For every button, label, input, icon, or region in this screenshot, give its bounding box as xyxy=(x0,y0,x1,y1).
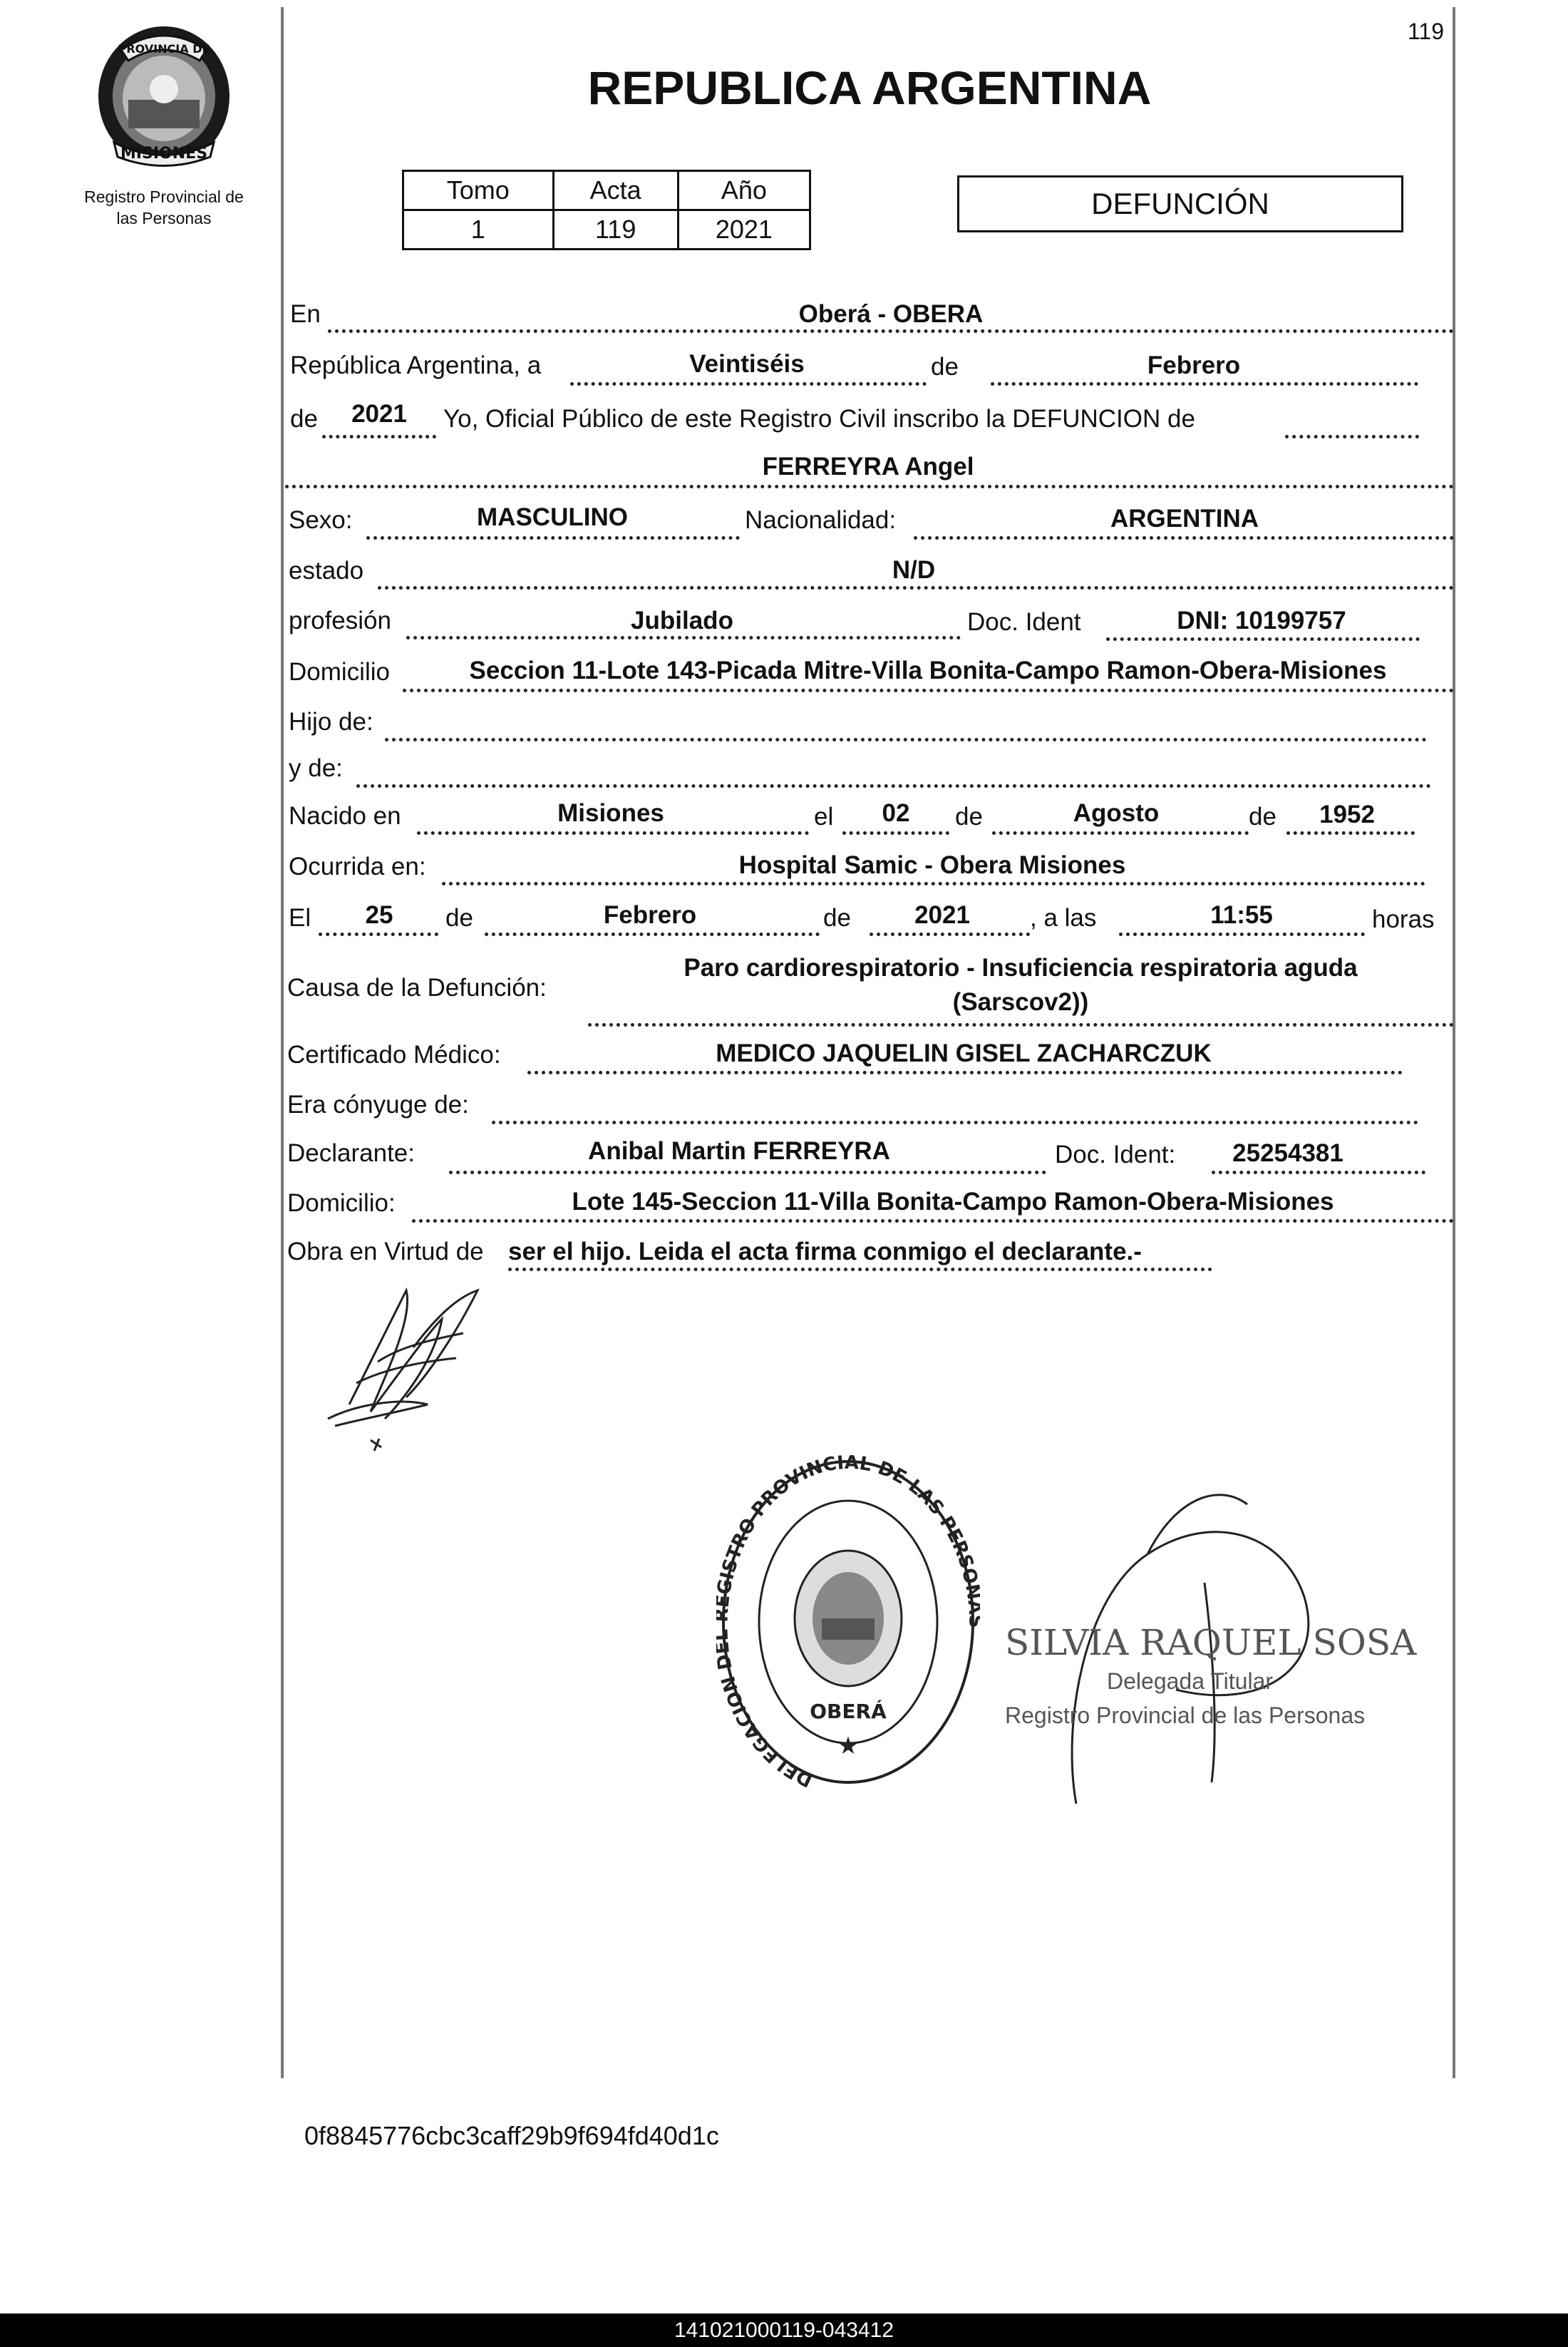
table-value-acta: 119 xyxy=(553,210,678,250)
domicilio-label: Domicilio xyxy=(289,658,390,686)
decl-docident-value: 25254381 xyxy=(1232,1139,1343,1167)
day-value: Veintiséis xyxy=(689,350,805,378)
death-de-2: de xyxy=(823,904,851,932)
ocurrida-value: Hospital Samic - Obera Misiones xyxy=(738,851,1126,879)
nacido-label: Nacido en xyxy=(289,802,401,830)
causa-line-2: (Sarscov2)) xyxy=(952,988,1089,1016)
institution-line-2: las Personas xyxy=(116,208,212,227)
sexo-value: MASCULINO xyxy=(477,503,628,531)
deceased-name-line xyxy=(285,485,1454,488)
birth-day: 02 xyxy=(882,799,910,827)
conyuge-line xyxy=(492,1121,1418,1124)
docident-line xyxy=(1106,637,1420,641)
day-line xyxy=(570,382,927,386)
table-header-anio: Año xyxy=(678,171,810,210)
register-table xyxy=(402,170,811,250)
table-value-tomo: 1 xyxy=(403,210,554,250)
year-line xyxy=(322,435,436,438)
death-el-label: El xyxy=(289,904,311,932)
obra-label: Obra en Virtud de xyxy=(287,1238,484,1265)
causa-label: Causa de la Defunción: xyxy=(287,974,547,1002)
domicilio-value: Seccion 11-Lote 143-Picada Mitre-Villa Bonita-Campo Ramon-Obera-Misiones xyxy=(469,657,1387,684)
de-label: de xyxy=(931,353,959,381)
hijo-line xyxy=(385,738,1427,741)
official-institution: Registro Provincial de las Personas xyxy=(1005,1703,1366,1728)
ocurrida-label: Ocurrida en: xyxy=(289,853,426,880)
nacionalidad-label: Nacionalidad: xyxy=(745,506,897,534)
year-label: de xyxy=(290,405,318,433)
estado-line xyxy=(378,586,1454,590)
birth-year-line xyxy=(1286,831,1415,835)
month-line xyxy=(991,382,1418,386)
birth-year: 1952 xyxy=(1319,801,1375,828)
death-day-line xyxy=(319,933,438,936)
causa-line xyxy=(588,1023,1454,1027)
nacionalidad-line xyxy=(914,536,1454,540)
death-de-1: de xyxy=(445,904,473,932)
right-margin-line xyxy=(1453,7,1455,2078)
en-line xyxy=(328,329,1454,333)
profesion-label: profesión xyxy=(289,607,391,635)
domicilio-line xyxy=(403,689,1454,692)
table-header-acta: Acta xyxy=(553,171,678,210)
yde-label: y de: xyxy=(289,754,343,782)
death-year: 2021 xyxy=(914,901,970,929)
page-title: REPUBLICA ARGENTINA xyxy=(587,61,1152,114)
deceased-name: FERREYRA Angel xyxy=(762,453,974,481)
footer-code: 141021000119-043412 xyxy=(674,2318,894,2342)
nacido-value: Misiones xyxy=(557,799,664,827)
inscribo-text: Yo, Oficial Público de este Registro Civil inscribo la DEFUNCION de xyxy=(443,405,1195,433)
en-label: En xyxy=(290,300,321,328)
document-type: DEFUNCIÓN xyxy=(1091,187,1269,220)
death-year-line xyxy=(870,933,1030,936)
nacido-line xyxy=(417,831,809,835)
yde-line xyxy=(356,784,1431,788)
certificado-value: MEDICO JAQUELIN GISEL ZACHARCZUK xyxy=(716,1039,1212,1067)
inscribo-line xyxy=(1285,435,1419,438)
institution-label xyxy=(57,187,271,230)
hijo-label: Hijo de: xyxy=(289,708,373,736)
certificado-line xyxy=(527,1071,1403,1074)
death-day: 25 xyxy=(365,901,393,929)
certificado-label: Certificado Médico: xyxy=(287,1041,501,1069)
profesion-line xyxy=(406,636,961,640)
horas-label: horas xyxy=(1372,905,1435,933)
profesion-value: Jubilado xyxy=(631,607,733,635)
birth-day-line xyxy=(842,831,949,835)
sexo-label: Sexo: xyxy=(289,506,353,534)
declarante-value: Anibal Martin FERREYRA xyxy=(588,1137,890,1165)
logo-bottom-text: MISIONES xyxy=(120,145,208,163)
stamp-city: OBERÁ xyxy=(810,1700,887,1723)
conyuge-label: Era cónyuge de: xyxy=(287,1091,469,1119)
sexo-line xyxy=(366,536,740,540)
domicilio2-label: Domicilio: xyxy=(287,1189,396,1217)
death-time: 11:55 xyxy=(1210,901,1273,929)
logo-top-text: PROVINCIA DE xyxy=(118,42,210,56)
estado-label: estado xyxy=(289,557,364,585)
birth-de-2: de xyxy=(1249,803,1276,831)
official-name: SILVIA RAQUEL SOSA xyxy=(1005,1622,1417,1663)
decl-docident-label: Doc. Ident: xyxy=(1055,1141,1176,1169)
table-value-anio: 2021 xyxy=(678,210,810,250)
declarante-line xyxy=(449,1171,1046,1174)
birth-de-1: de xyxy=(955,803,983,831)
obra-line xyxy=(508,1268,1212,1271)
official-stamp xyxy=(716,1447,980,1789)
left-margin-line xyxy=(281,7,284,2078)
year-value: 2021 xyxy=(351,400,407,428)
obra-value: ser el hijo. Leida el acta firma conmigo el declarante.- xyxy=(508,1238,1142,1265)
alas-label: , a las xyxy=(1030,904,1097,932)
en-value: Oberá - OBERA xyxy=(798,300,984,328)
month-value: Febrero xyxy=(1147,351,1241,379)
birth-month: Agosto xyxy=(1073,799,1160,827)
nacionalidad-value: ARGENTINA xyxy=(1110,505,1259,533)
death-time-line xyxy=(1119,933,1365,936)
republica-label: República Argentina, a xyxy=(290,351,542,379)
declarant-signature xyxy=(314,1276,513,1462)
province-logo xyxy=(93,21,235,171)
estado-value: N/D xyxy=(892,556,936,584)
document-type-box xyxy=(957,175,1403,232)
footer-bar xyxy=(0,2313,1568,2347)
official-title: Delegada Titular xyxy=(1107,1668,1274,1694)
document-hash: 0f8845776cbc3caff29b9f694fd40d1c xyxy=(304,2121,719,2150)
docident-label: Doc. Ident xyxy=(967,608,1081,636)
decl-docident-line xyxy=(1212,1171,1425,1174)
stamp-star-icon: ★ xyxy=(837,1732,860,1760)
declarante-label: Declarante: xyxy=(287,1139,415,1167)
ocurrida-line xyxy=(442,882,1425,885)
birth-el-label: el xyxy=(814,803,834,831)
page-number: 119 xyxy=(1408,19,1445,44)
death-month-line xyxy=(485,933,820,936)
docident-value: DNI: 10199757 xyxy=(1177,607,1346,635)
birth-month-line xyxy=(992,831,1249,835)
causa-line-1: Paro cardiorespiratorio - Insuficiencia respiratoria aguda xyxy=(684,954,1358,982)
domicilio2-value: Lote 145-Seccion 11-Villa Bonita-Campo Ramon-Obera-Misiones xyxy=(572,1188,1334,1216)
stamp-ring-text: DELEGACION ISTRO PROVINCIAL DE LAS PERSO xyxy=(716,1452,980,1789)
table-header-tomo: Tomo xyxy=(403,171,554,210)
institution-line-1: Registro Provincial de xyxy=(84,188,244,206)
death-month: Febrero xyxy=(603,901,697,929)
domicilio2-line xyxy=(412,1219,1454,1223)
